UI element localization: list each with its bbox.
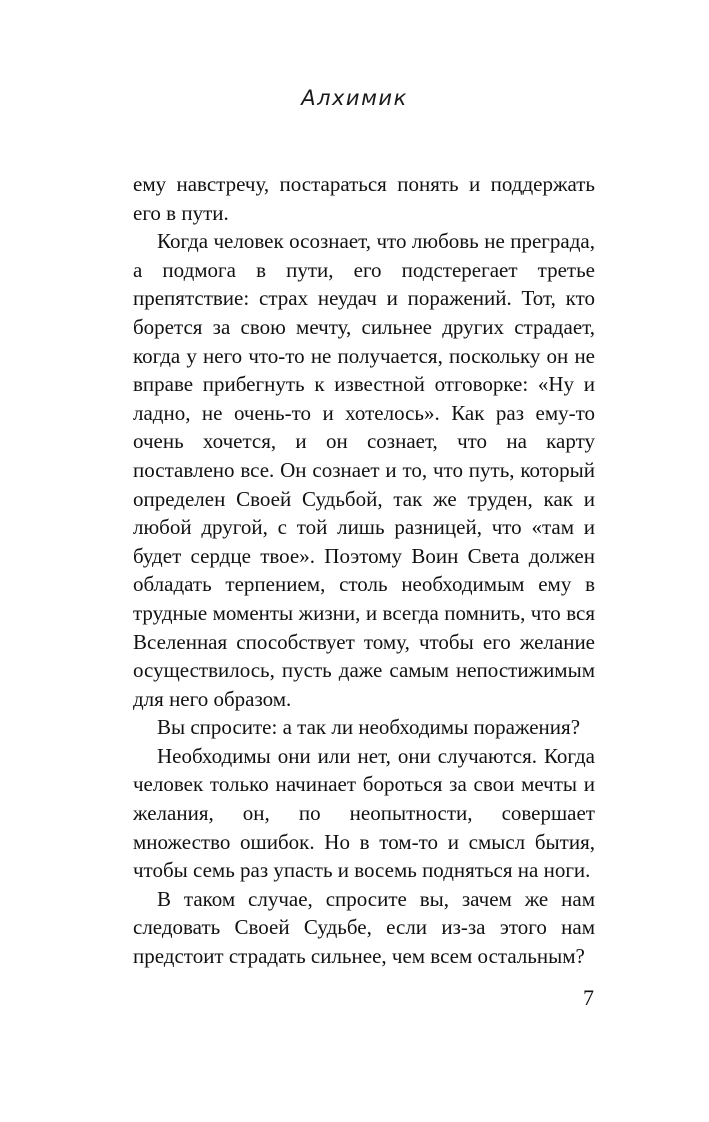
body-text [133, 170, 595, 971]
paragraph-5: В таком случае, спросите вы, зачем же нам следовать Своей Судьбе, если из-за этого нам предстоит страдать сильнее, чем всем остальным? [133, 886, 595, 969]
paragraph-1: ему навстречу, постараться понять и поддержать его в пути. [133, 172, 595, 225]
running-title: Алхимик [301, 86, 408, 110]
paragraph-4: Необходимы они или нет, они случаются. Когда человек только начинает бороться за свои мечты и желания, он, по неопытности, совершает множество ошибок. Но в том-то и смысл бытия, чтобы семь раз упасть и восемь подняться на ноги. [133, 743, 595, 883]
paragraph-2: Когда человек осознает, что любовь не преграда, а подмога в пути, его подстерегает третье препятствие: страх неудач и поражений. Тот, кто борется за свою мечту, сильнее других страдает, когда у него что-то не получается, поскольку он не вправе прибегнуть к известной отговорке: «Ну и ладно, не очень-то и хотелось». Как раз ему-то очень хочется, и он сознает, что на карту поставлено все. Он сознает и то, что путь, который определен Своей Судьбой, так же труден, как и любой другой, с той лишь разницей, что «там и будет сердце твое». Поэтому Воин Света должен обладать терпением, столь необходимым ему в трудные моменты жизни, и всегда помнить, что вся Вселенная способствует тому, чтобы его желание осуществилось, пусть даже самым непостижимым для него образом. [133, 229, 595, 711]
paragraph-3: Вы спросите: а так ли необходимы поражения? [157, 715, 581, 740]
page-number: 7 [583, 985, 594, 1010]
